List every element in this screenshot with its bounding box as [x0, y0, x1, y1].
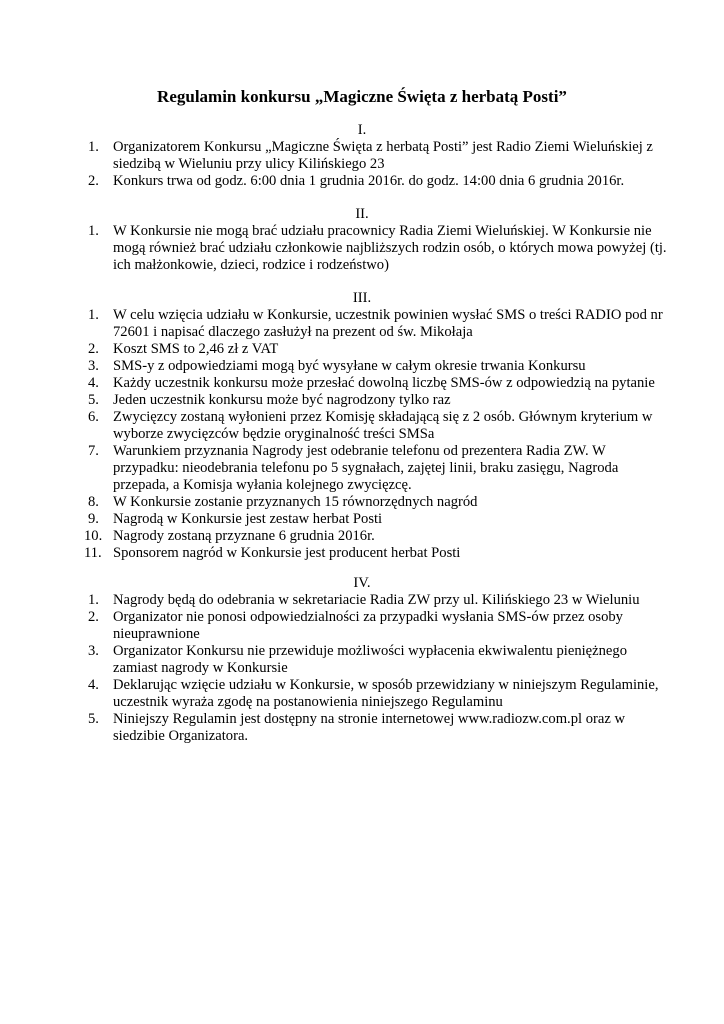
item-text: Każdy uczestnik konkursu może przesłać dowolną liczbę SMS-ów z odpowiedzią na pytanie: [113, 375, 655, 391]
item-number: 2.: [88, 341, 99, 357]
section-list: [84, 307, 668, 562]
list-item: [88, 443, 668, 494]
list-item: [88, 173, 668, 190]
item-number: 1.: [88, 139, 99, 155]
list-item: [88, 358, 668, 375]
item-number: 4.: [88, 677, 99, 693]
list-item: [84, 545, 668, 562]
item-text: Nagrody zostaną przyznane 6 grudnia 2016r.: [113, 528, 375, 544]
item-text: Zwycięzcy zostaną wyłonieni przez Komisję składającą się z 2 osób. Głównym kryterium w wyborze zwycięzców będzie oryginalność treści SMSa: [113, 409, 653, 442]
item-text: Warunkiem przyznania Nagrody jest odebranie telefonu od prezentera Radia ZW. W przypadku: nieodebrania telefonu po 5 sygnałach, zajętej linii, braku zasięgu, Nagroda przepada, a Komisja wyłania kolejnego zwycięzcę.: [113, 443, 619, 493]
item-text: Nagrody będą do odebrania w sekretariacie Radia ZW przy ul. Kilińskiego 23 w Wieluniu: [113, 592, 640, 608]
item-text: Organizatorem Konkursu „Magiczne Święta z herbatą Posti” jest Radio Ziemi Wieluńskiej z siedzibą w Wieluniu przy ulicy Kilińskiego 23: [113, 139, 653, 172]
section-list: [88, 592, 668, 745]
list-item: [88, 392, 668, 409]
item-number: 2.: [88, 173, 99, 189]
list-item: [88, 375, 668, 392]
section-heading: II.: [355, 206, 369, 222]
item-number: 5.: [88, 711, 99, 727]
item-number: 2.: [88, 609, 99, 625]
section-4: [88, 575, 668, 745]
section-3: [84, 290, 668, 562]
item-number: 3.: [88, 358, 99, 374]
item-text: SMS-y z odpowiedziami mogą być wysyłane w całym okresie trwania Konkursu: [113, 358, 586, 374]
section-heading: III.: [352, 290, 372, 306]
item-text: W Konkursie nie mogą brać udziału pracownicy Radia Ziemi Wieluńskiej. W Konkursie nie mogą również brać udziału członkowie najbliższych rodzin osób, o których mowa powyżej (tj. ich małżonkowie, dzieci, rodzice i rodzeństwo): [113, 223, 667, 273]
item-text: Organizator nie ponosi odpowiedzialności za przypadki wysłania SMS-ów przez osoby nieuprawnione: [113, 609, 623, 642]
section-1: [88, 122, 668, 190]
item-number: 1.: [88, 223, 99, 239]
item-number: 3.: [88, 643, 99, 659]
item-number: 5.: [88, 392, 99, 408]
item-number: 1.: [88, 592, 99, 608]
item-number: 4.: [88, 375, 99, 391]
item-text: Deklarując wzięcie udziału w Konkursie, w sposób przewidziany w niniejszym Regulaminie, uczestnik wyraża zgodę na postanowienia niniejszego Regulaminu: [113, 677, 659, 710]
item-number: 1.: [88, 307, 99, 323]
item-text: Jeden uczestnik konkursu może być nagrodzony tylko raz: [113, 392, 451, 408]
item-text: W celu wzięcia udziału w Konkursie, uczestnik powinien wysłać SMS o treści RADIO pod nr 72601 i napisać dlaczego zasłużył na prezent od św. Mikołaja: [113, 307, 663, 340]
item-text: Organizator Konkursu nie przewiduje możliwości wypłacenia ekwiwalentu pieniężnego zamiast nagrody w Konkursie: [113, 643, 627, 676]
list-item: [88, 643, 668, 677]
item-text: Niniejszy Regulamin jest dostępny na stronie internetowej www.radiozw.com.pl oraz w siedzibie Organizatora.: [113, 711, 625, 744]
list-item: [88, 592, 668, 609]
list-item: [88, 677, 668, 711]
item-number: 7.: [88, 443, 99, 459]
section-heading: IV.: [353, 575, 371, 591]
item-number: 6.: [88, 409, 99, 425]
list-item: [88, 609, 668, 643]
item-number: 9.: [88, 511, 99, 527]
item-text: Nagrodą w Konkursie jest zestaw herbat Posti: [113, 511, 383, 527]
section-list: [88, 139, 668, 190]
list-item: [88, 511, 668, 528]
item-text: Konkurs trwa od godz. 6:00 dnia 1 grudnia 2016r. do godz. 14:00 dnia 6 grudnia 2016r.: [113, 173, 625, 189]
section-list: [88, 223, 668, 274]
list-item: [88, 711, 668, 745]
item-number: 10.: [84, 528, 103, 544]
list-item: [88, 223, 668, 274]
item-number: 11.: [84, 545, 102, 561]
list-item: [88, 341, 668, 358]
item-text: Koszt SMS to 2,46 zł z VAT: [113, 341, 279, 357]
list-item: [88, 307, 668, 341]
item-text: W Konkursie zostanie przyznanych 15 równorzędnych nagród: [113, 494, 478, 510]
document-title: Regulamin konkursu „Magiczne Święta z herbatą Posti”: [157, 87, 567, 106]
section-2: [88, 206, 668, 274]
list-item: [84, 528, 668, 545]
item-number: 8.: [88, 494, 99, 510]
list-item: [88, 139, 668, 173]
list-item: [88, 409, 668, 443]
list-item: [88, 494, 668, 511]
section-heading: I.: [357, 122, 367, 138]
item-text: Sponsorem nagród w Konkursie jest producent herbat Posti: [113, 545, 461, 561]
